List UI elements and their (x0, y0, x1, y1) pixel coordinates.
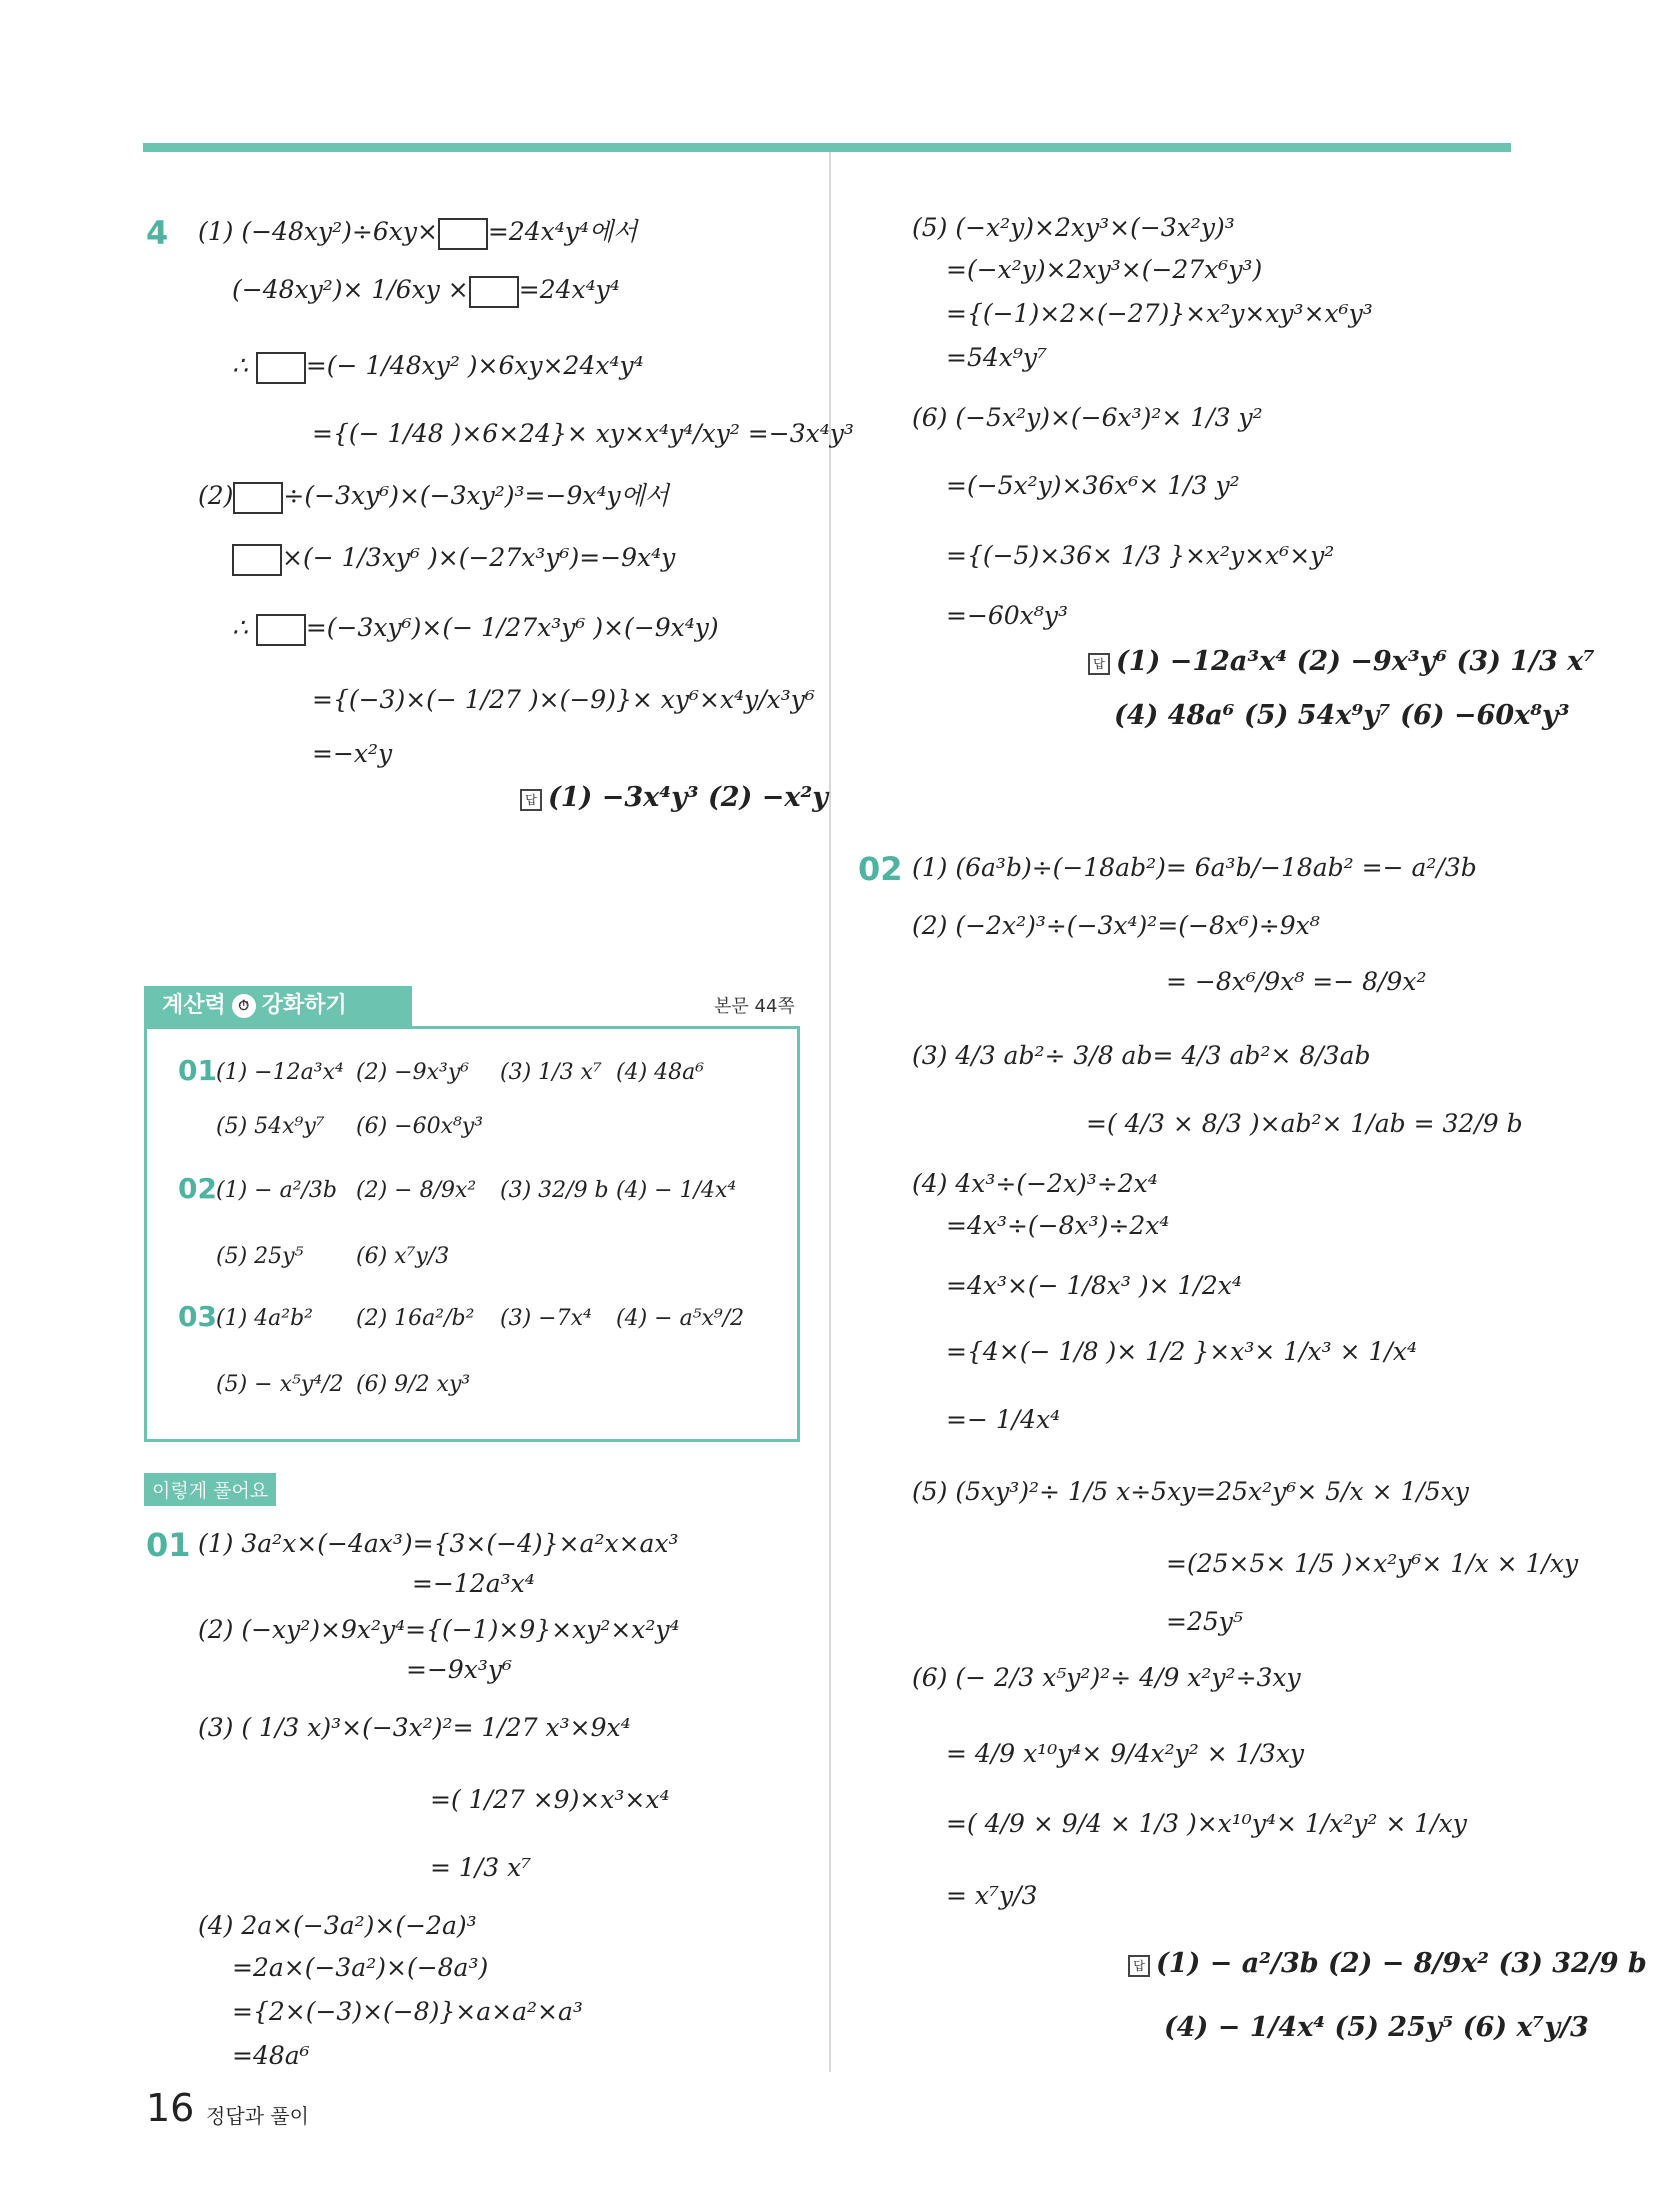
math-text: (1) (−48xy²)÷6xy× (198, 217, 438, 246)
solution-line (232, 542, 675, 576)
answer-icon: 답 (1088, 653, 1110, 675)
solution-line: =( 1/27 ×9)×x³×x⁴ (430, 1785, 670, 1814)
calc-answer: (1) 4a²b² (216, 1306, 313, 1331)
solution-line: =−12a³x⁴ (412, 1569, 535, 1598)
solution-line: =( 4/3 × 8/3 )×ab²× 1/ab = 32/9 b (1086, 1109, 1523, 1138)
answer-icon: 답 (520, 789, 542, 811)
problem-number: 01 (146, 1526, 191, 1564)
math-text: =(− 1/48xy² )×6xy×24x⁴y⁴ (305, 351, 644, 380)
solution-line: =48a⁶ (232, 2041, 310, 2070)
footer-label: 정답과 풀이 (206, 2104, 309, 2128)
calc-tab-label: 계산력 (162, 993, 226, 1018)
solution-line: =(−x²y)×2xy³×(−27x⁶y³) (946, 255, 1263, 284)
solution-line: (1) 3a²x×(−4ax³)={3×(−4)}×a²x×ax³ (198, 1529, 679, 1558)
solution-line: =54x⁹y⁷ (946, 343, 1048, 372)
solution-line (232, 612, 719, 646)
blank-box (232, 544, 282, 576)
solution-line: ={4×(− 1/8 )× 1/2 }×x³× 1/x³ × 1/x⁴ (946, 1337, 1417, 1366)
page-number: 16 (146, 2086, 195, 2130)
blank-box (256, 614, 306, 646)
solution-line: =4x³×(− 1/8x³ )× 1/2x⁴ (946, 1271, 1242, 1300)
solution-line: =(25×5× 1/5 )×x²y⁶× 1/x × 1/xy (1166, 1549, 1579, 1578)
solution-line: (3) 4/3 ab²÷ 3/8 ab= 4/3 ab²× 8/3ab (912, 1041, 1371, 1070)
calc-answer: (6) −60x⁸y³ (356, 1114, 484, 1139)
answer-icon: 답 (1128, 1955, 1150, 1977)
calc-answer: (6) 9/2 xy³ (356, 1372, 471, 1397)
solution-line: (2) (−xy²)×9x²y⁴={(−1)×9}×xy²×x²y⁴ (198, 1615, 680, 1644)
answer-line (1114, 700, 1570, 732)
solution-line: (5) (−x²y)×2xy³×(−3x²y)³ (912, 213, 1235, 242)
answer-text: (1) −12a³x⁴ (2) −9x³y⁶ (3) 1/3 x⁷ (1116, 646, 1596, 677)
solution-line: (3) ( 1/3 x)³×(−3x²)²= 1/27 x³×9x⁴ (198, 1713, 631, 1742)
page-reference: 본문 44쪽 (714, 996, 795, 1017)
calc-answer: (4) − 1/4x⁴ (616, 1178, 737, 1203)
solution-line: =( 4/9 × 9/4 × 1/3 )×x¹⁰y⁴× 1/x²y² × 1/xy (946, 1809, 1467, 1838)
solution-line: (5) (5xy³)²÷ 1/5 x÷5xy=25x²y⁶× 5/x × 1/5xy (912, 1477, 1469, 1506)
solution-line: ={(− 1/48 )×6×24}× xy×x⁴y⁴/xy² =−3x⁴y³ (312, 419, 854, 448)
solution-line: =4x³÷(−8x³)÷2x⁴ (946, 1211, 1170, 1240)
answer-line (520, 782, 828, 814)
solution-line: = 4/9 x¹⁰y⁴× 9/4x²y² × 1/3xy (946, 1739, 1305, 1768)
solution-line: =−x²y (312, 739, 393, 768)
blank-box (438, 218, 488, 250)
solution-line: (4) 4x³÷(−2x)³÷2x⁴ (912, 1169, 1158, 1198)
solution-line: = x⁷y/3 (946, 1881, 1038, 1910)
answer-text: (1) − a²/3b (2) − 8/9x² (3) 32/9 b (1156, 1948, 1647, 1979)
solution-line: (1) (6a³b)÷(−18ab²)= 6a³b/−18ab² =− a²/3b (912, 853, 1477, 882)
solution-line: ={2×(−3)×(−8)}×a×a²×a³ (232, 1997, 583, 2026)
blank-box (469, 276, 519, 308)
problem-number: 02 (858, 850, 903, 888)
math-text: =24x⁴y⁴ (518, 275, 620, 304)
solution-section-tag: 이렇게 풀어요 (144, 1473, 276, 1506)
calc-answer: (4) 48a⁶ (616, 1060, 705, 1085)
math-text: =24x⁴y⁴에서 (487, 217, 638, 246)
calc-answer: (2) 16a²/b² (356, 1306, 475, 1331)
solution-line: ={(−3)×(− 1/27 )×(−9)}× xy⁶×x⁴y/x³y⁶ (312, 685, 815, 714)
solution-line: =−60x⁸y³ (946, 601, 1068, 630)
calc-answer: (3) −7x⁴ (500, 1306, 592, 1331)
solution-line (232, 274, 620, 308)
calc-answer: (6) x⁷y/3 (356, 1244, 450, 1269)
math-text: (2) (198, 481, 234, 510)
answer-text: (4) − 1/4x⁴ (5) 25y⁵ (6) x⁷y/3 (1164, 2012, 1589, 2043)
solution-line: (6) (− 2/3 x⁵y²)²÷ 4/9 x²y²÷3xy (912, 1663, 1301, 1692)
math-text: ×(− 1/3xy⁶ )×(−27x³y⁶)=−9x⁴y (282, 543, 676, 572)
problem-number: 4 (146, 214, 169, 252)
answer-text: (1) −3x⁴y³ (2) −x²y (548, 782, 828, 813)
math-text: (−48xy²)× 1/6xy × (232, 275, 469, 304)
solution-line: =− 1/4x⁴ (946, 1405, 1061, 1434)
calc-practice-tab (144, 986, 412, 1026)
solution-line (198, 216, 637, 250)
solution-line: =25y⁵ (1166, 1607, 1243, 1636)
solution-line: =−9x³y⁶ (406, 1655, 513, 1684)
blank-box (233, 482, 283, 514)
calc-answer: (2) −9x³y⁶ (356, 1060, 470, 1085)
calc-row-number: 03 (178, 1300, 217, 1333)
solution-line (232, 350, 644, 384)
answer-text: (4) 48a⁶ (5) 54x⁹y⁷ (6) −60x⁸y³ (1114, 700, 1570, 731)
math-text: =(−3xy⁶)×(− 1/27x³y⁶ )×(−9x⁴y) (305, 613, 719, 642)
solution-line: ={(−5)×36× 1/3 }×x²y×x⁶×y² (946, 541, 1335, 570)
blank-box (256, 352, 306, 384)
solution-line: = 1/3 x⁷ (430, 1853, 532, 1882)
calc-answer: (1) − a²/3b (216, 1178, 338, 1203)
top-accent-bar (143, 143, 1511, 152)
calc-row-number: 02 (178, 1172, 217, 1205)
calc-answer: (5) − x⁵y⁴/2 (216, 1372, 344, 1397)
solution-line (198, 480, 669, 514)
answer-line (1128, 1948, 1647, 1980)
calc-answer: (4) − a⁵x⁹/2 (616, 1306, 745, 1331)
calc-answer: (1) −12a³x⁴ (216, 1060, 344, 1085)
math-text: ÷(−3xy⁶)×(−3xy²)³=−9x⁴y에서 (283, 481, 669, 510)
calc-row-number: 01 (178, 1054, 217, 1087)
calc-answer: (2) − 8/9x² (356, 1178, 477, 1203)
calc-answer: (5) 54x⁹y⁷ (216, 1114, 325, 1139)
calc-answer: (3) 32/9 b (500, 1178, 609, 1203)
math-text: ∴ (232, 351, 248, 380)
calc-answer: (5) 25y⁵ (216, 1244, 304, 1269)
answer-line (1164, 2012, 1589, 2044)
stopwatch-icon: ⏱ (232, 994, 256, 1018)
solution-line: =(−5x²y)×36x⁶× 1/3 y² (946, 471, 1240, 500)
answer-line (1088, 646, 1595, 678)
calc-tab-label2: 강화하기 (261, 993, 347, 1018)
solution-line: =2a×(−3a²)×(−8a³) (232, 1953, 489, 1982)
calc-answer: (3) 1/3 x⁷ (500, 1060, 602, 1085)
solution-line: (2) (−2x²)³÷(−3x⁴)²=(−8x⁶)÷9x⁸ (912, 911, 1320, 940)
solution-line: = −8x⁶/9x⁸ =− 8/9x² (1166, 967, 1427, 996)
solution-line: ={(−1)×2×(−27)}×x²y×xy³×x⁶y³ (946, 299, 1373, 328)
solution-line: (6) (−5x²y)×(−6x³)²× 1/3 y² (912, 403, 1263, 432)
solution-line: (4) 2a×(−3a²)×(−2a)³ (198, 1911, 477, 1940)
math-text: ∴ (232, 613, 248, 642)
